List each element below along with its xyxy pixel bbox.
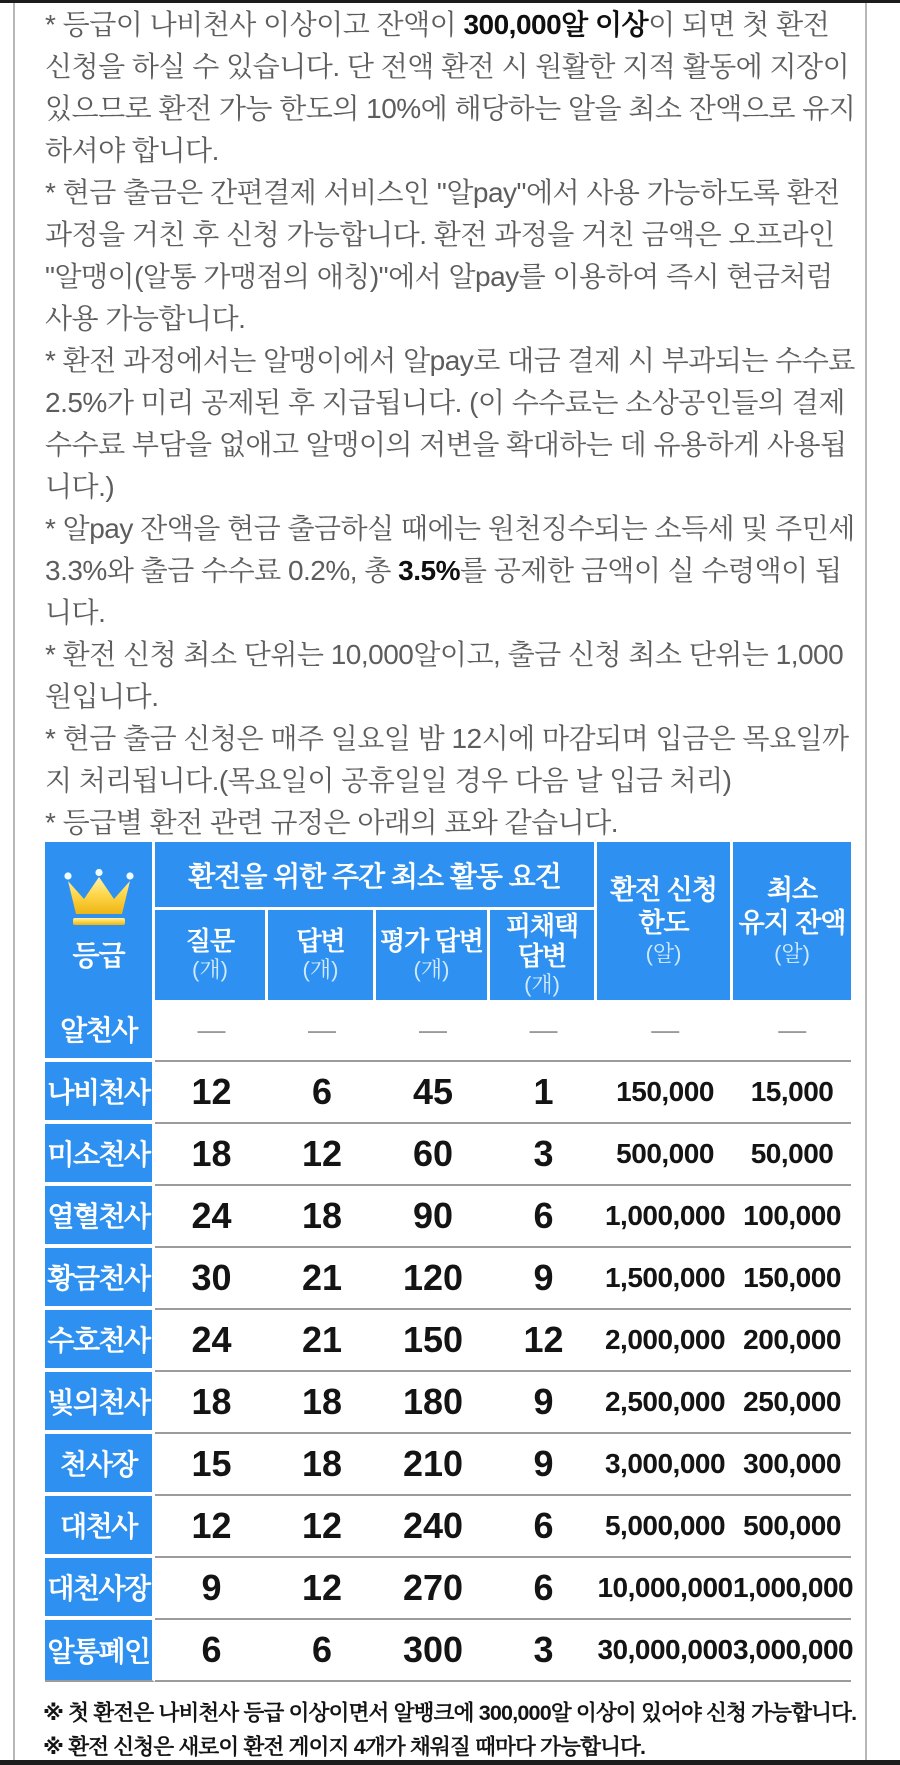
table-cell: 21 [268, 1248, 376, 1310]
answers-header: 답변 (개) [268, 910, 376, 1000]
table-cell: 12 [155, 1496, 268, 1558]
table-row [45, 1000, 851, 1062]
table-cell: — [597, 1000, 733, 1062]
table-cell: 18 [268, 1372, 376, 1434]
table-cell: 30,000,000 [597, 1620, 733, 1682]
table-cell: 60 [376, 1124, 490, 1186]
table-cell: 21 [268, 1310, 376, 1372]
table-cell: 12 [268, 1124, 376, 1186]
tier-label-cell: 열혈천사 [45, 1186, 155, 1248]
weekly-activity-header: 환전을 위한 주간 최소 활동 요건 [155, 842, 597, 910]
tier-label-cell: 천사장 [45, 1434, 155, 1496]
table-cell: 90 [376, 1186, 490, 1248]
tier-label-cell: 나비천사 [45, 1062, 155, 1124]
tier-label-cell: 알천사 [45, 1000, 155, 1062]
table-cell: — [733, 1000, 851, 1062]
table-cell: — [376, 1000, 490, 1062]
table-cell: 250,000 [733, 1372, 851, 1434]
note-paragraph: * 현금 출금 신청은 매주 일요일 밤 12시에 마감되며 입금은 목요일까지 처리됩니다.(목요일이 공휴일일 경우 다음 날 입금 처리) [45, 723, 849, 796]
table-cell: 3 [490, 1620, 597, 1682]
table-cell: 6 [268, 1620, 376, 1682]
rated-answers-header: 평가 답변 (개) [376, 910, 490, 1000]
table-cell: 18 [268, 1434, 376, 1496]
footnote: ※ 환전 신청은 새로이 환전 게이지 4개가 채워질 때마다 가능합니다. [43, 1735, 646, 1759]
table-cell: 2,500,000 [597, 1372, 733, 1434]
left-border [13, 3, 15, 1760]
table-cell: 9 [490, 1434, 597, 1496]
tier-label-cell: 알통폐인 [45, 1620, 155, 1682]
table-cell: 180 [376, 1372, 490, 1434]
tier-label-cell: 빛의천사 [45, 1372, 155, 1434]
table-cell: 150,000 [597, 1062, 733, 1124]
table-cell: 300 [376, 1620, 490, 1682]
table-cell: 9 [155, 1558, 268, 1620]
table-cell: 3,000,000 [733, 1620, 851, 1682]
top-border [0, 0, 900, 3]
exchange-notes [45, 4, 857, 844]
table-cell: 10,000,000 [597, 1558, 733, 1620]
table-cell: 12 [490, 1310, 597, 1372]
table-cell: — [490, 1000, 597, 1062]
table-cell: 6 [155, 1620, 268, 1682]
note-paragraph: * 등급이 나비천사 이상이고 잔액이 300,000알 이상이 되면 첫 환전 신청을 하실 수 있습니다. 단 전액 환전 시 원활한 지적 활동에 지장이 있으므로 환전 가능 한도의 10%에 해당하는 알을 최소 잔액으로 유지하셔야 합니다. [45, 9, 856, 166]
table-footnotes [43, 1698, 863, 1765]
table-cell: 150 [376, 1310, 490, 1372]
note-paragraph: * 알pay 잔액을 현금 출금하실 때에는 원천징수되는 소득세 및 주민세 3.3%와 출금 수수료 0.2%, 총 3.5%를 공제한 금액이 실 수령액이 됩니다. [45, 513, 855, 628]
table-cell: 1,500,000 [597, 1248, 733, 1310]
exchange-limit-header: 환전 신청 한도 (알) [597, 842, 733, 1000]
table-cell: 240 [376, 1496, 490, 1558]
tier-label-cell: 대천사장 [45, 1558, 155, 1620]
table-row [45, 1310, 851, 1372]
table-cell: 12 [155, 1062, 268, 1124]
grade-header-label: 등급 [72, 940, 125, 971]
table-cell: 18 [155, 1372, 268, 1434]
table-row [45, 1620, 851, 1682]
table-cell: 6 [490, 1186, 597, 1248]
table-cell: 45 [376, 1062, 490, 1124]
table-cell: 30 [155, 1248, 268, 1310]
note-paragraph: * 현금 출금은 간편결제 서비스인 "알pay"에서 사용 가능하도록 환전 과정을 거친 후 신청 가능합니다. 환전 과정을 거친 금액은 오프라인 "알맹이(알통 가맹점의 애칭)"에서 알pay를 이용하여 즉시 현금처럼 사용 가능합니다. [45, 177, 840, 334]
table-cell: 150,000 [733, 1248, 851, 1310]
table-cell: 500,000 [733, 1496, 851, 1558]
table-cell: 500,000 [597, 1124, 733, 1186]
table-row [45, 1248, 851, 1310]
table-cell: 9 [490, 1248, 597, 1310]
note-paragraph: * 환전 과정에서는 알맹이에서 알pay로 대금 결제 시 부과되는 수수료 2.5%가 미리 공제된 후 지급됩니다. (이 수수료는 소상공인들의 결제 수수료 부담을 없애고 알맹이의 저변을 확대하는 데 유용하게 사용됩니다.) [45, 345, 855, 502]
tier-label-cell: 미소천사 [45, 1124, 155, 1186]
table-cell: — [268, 1000, 376, 1062]
min-balance-header: 최소 유지 잔액 (알) [733, 842, 851, 1000]
table-cell: 6 [268, 1062, 376, 1124]
questions-header: 질문 (개) [155, 910, 268, 1000]
table-row [45, 1062, 851, 1124]
table-cell: 15 [155, 1434, 268, 1496]
note-paragraph: * 환전 신청 최소 단위는 10,000알이고, 출금 신청 최소 단위는 1,000원입니다. [45, 639, 844, 712]
table-cell: 5,000,000 [597, 1496, 733, 1558]
table-row [45, 1372, 851, 1434]
table-row [45, 1186, 851, 1248]
table-cell: 9 [490, 1372, 597, 1434]
table-cell: 12 [268, 1496, 376, 1558]
table-row [45, 1124, 851, 1186]
table-cell: 6 [490, 1558, 597, 1620]
table-cell: 6 [490, 1496, 597, 1558]
crown-icon [57, 868, 141, 930]
table-cell: — [155, 1000, 268, 1062]
tier-label-cell: 황금천사 [45, 1248, 155, 1310]
table-cell: 15,000 [733, 1062, 851, 1124]
table-cell: 24 [155, 1310, 268, 1372]
table-cell: 1 [490, 1062, 597, 1124]
grade-header-cell [45, 842, 155, 1000]
table-cell: 270 [376, 1558, 490, 1620]
table-cell: 2,000,000 [597, 1310, 733, 1372]
table-cell: 1,000,000 [597, 1186, 733, 1248]
table-row [45, 1434, 851, 1496]
table-cell: 3 [490, 1124, 597, 1186]
tier-label-cell: 대천사 [45, 1496, 155, 1558]
table-row [45, 1496, 851, 1558]
table-cell: 210 [376, 1434, 490, 1496]
accepted-answers-header: 피채택 답변 (개) [490, 910, 597, 1000]
right-border [865, 3, 867, 1760]
table-row [45, 1558, 851, 1620]
tier-exchange-table [45, 842, 854, 1682]
table-cell: 100,000 [733, 1186, 851, 1248]
table-cell: 200,000 [733, 1310, 851, 1372]
table-cell: 12 [268, 1558, 376, 1620]
tier-label-cell: 수호천사 [45, 1310, 155, 1372]
table-cell: 24 [155, 1186, 268, 1248]
table-cell: 1,000,000 [733, 1558, 851, 1620]
table-cell: 120 [376, 1248, 490, 1310]
table-cell: 18 [268, 1186, 376, 1248]
table-cell: 3,000,000 [597, 1434, 733, 1496]
note-paragraph: * 등급별 환전 관련 규정은 아래의 표와 같습니다. [45, 807, 619, 838]
table-cell: 300,000 [733, 1434, 851, 1496]
table-cell: 18 [155, 1124, 268, 1186]
footnote: ※ 첫 환전은 나비천사 등급 이상이면서 알뱅크에 300,000알 이상이 있어야 신청 가능합니다. [43, 1701, 857, 1725]
table-cell: 50,000 [733, 1124, 851, 1186]
